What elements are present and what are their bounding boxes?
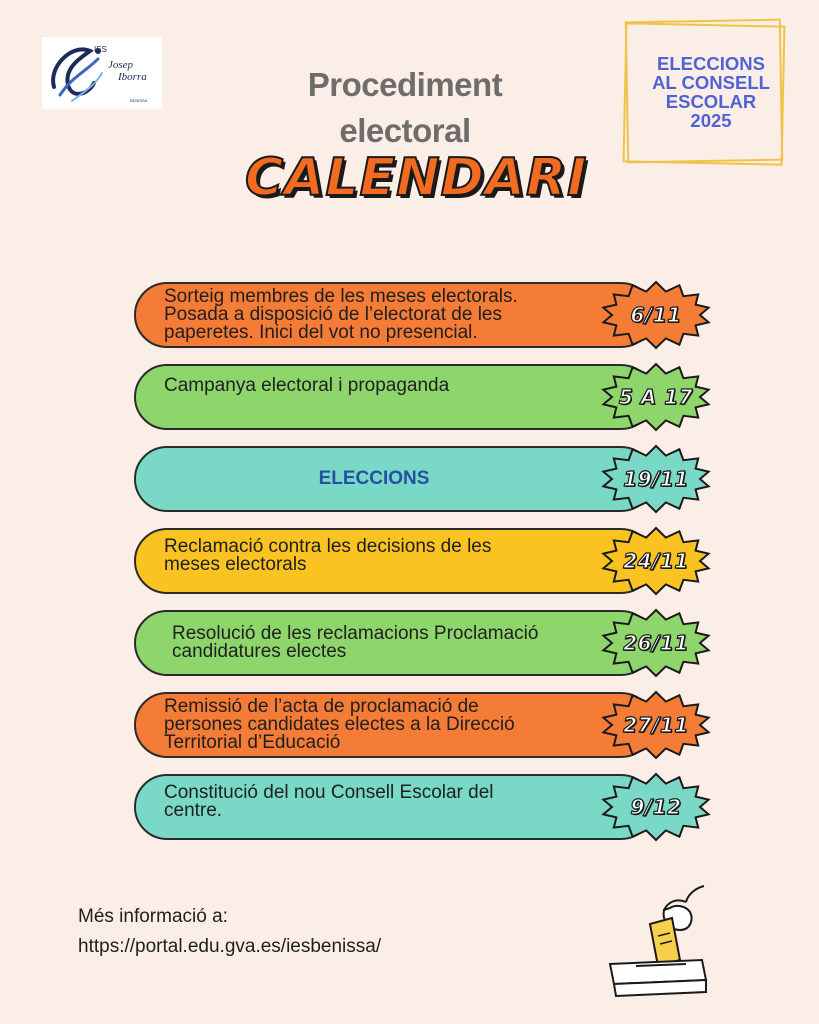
date-badge-text: 5 A 17	[618, 385, 694, 409]
timeline-row	[134, 364, 654, 430]
date-badge-text: 6/11	[630, 303, 682, 327]
timeline-row	[134, 774, 654, 840]
date-badge	[600, 362, 712, 432]
date-badge-text: 27/11	[623, 713, 689, 737]
page-title-line2: electoral	[339, 112, 471, 149]
election-line4: 2025	[690, 110, 732, 131]
timeline-row	[134, 282, 654, 348]
logo-town-text: BENISSA	[130, 98, 148, 103]
timeline-text: Constitució del nou Consell Escolar del centre.	[164, 782, 494, 821]
school-logo	[42, 37, 162, 109]
date-badge	[600, 608, 712, 678]
timeline-row	[134, 446, 654, 512]
timeline-text: Remissió de l’acta de proclamació de persones candidates electes a la Direcció Territorial d’Educació	[164, 696, 515, 753]
logo-ies-text: IES	[94, 45, 107, 54]
election-box-text	[640, 54, 782, 130]
footer-label: Més informació a:	[78, 906, 228, 927]
page-title-line1: Procediment	[307, 66, 503, 103]
page-subtitle: CALENDARI	[245, 148, 588, 208]
timeline-text: ELECCIONS	[318, 468, 430, 489]
date-badge-text: 26/11	[623, 631, 689, 655]
logo-name-line2: Iborra	[118, 71, 147, 83]
footer-url-link[interactable]: https://portal.edu.gva.es/iesbenissa/	[78, 936, 382, 957]
date-badge	[600, 772, 712, 842]
footer-info	[78, 902, 381, 962]
date-badge-text: 19/11	[623, 467, 689, 491]
timeline-text: Campanya electoral i propaganda	[164, 375, 450, 396]
date-badge-text: 9/12	[630, 795, 682, 819]
date-badge	[600, 444, 712, 514]
date-badge	[600, 526, 712, 596]
election-line1: ELECCIONS	[657, 53, 765, 74]
election-box	[624, 20, 784, 166]
timeline-row	[134, 528, 654, 594]
date-badge	[600, 280, 712, 350]
date-badge	[600, 690, 712, 760]
logo-name	[108, 59, 147, 83]
election-line2: AL CONSELL	[652, 72, 770, 93]
timeline-text: Sorteig membres de les meses electorals. Posada a disposició de l’electorat de les paperetes. Inici del vot no presencial.	[164, 286, 518, 343]
timeline-row	[134, 610, 654, 676]
date-badge-text: 24/11	[623, 549, 689, 573]
timeline-row	[134, 692, 654, 758]
election-line3: ESCOLAR	[665, 91, 757, 112]
logo-name-line1: Josep	[108, 59, 134, 71]
timeline-text: Reclamació contra les decisions de les meses electorals	[164, 536, 492, 575]
timeline-text: Resolució de les reclamacions Proclamació candidatures electes	[172, 623, 539, 662]
ballot-box-icon	[606, 880, 716, 1000]
